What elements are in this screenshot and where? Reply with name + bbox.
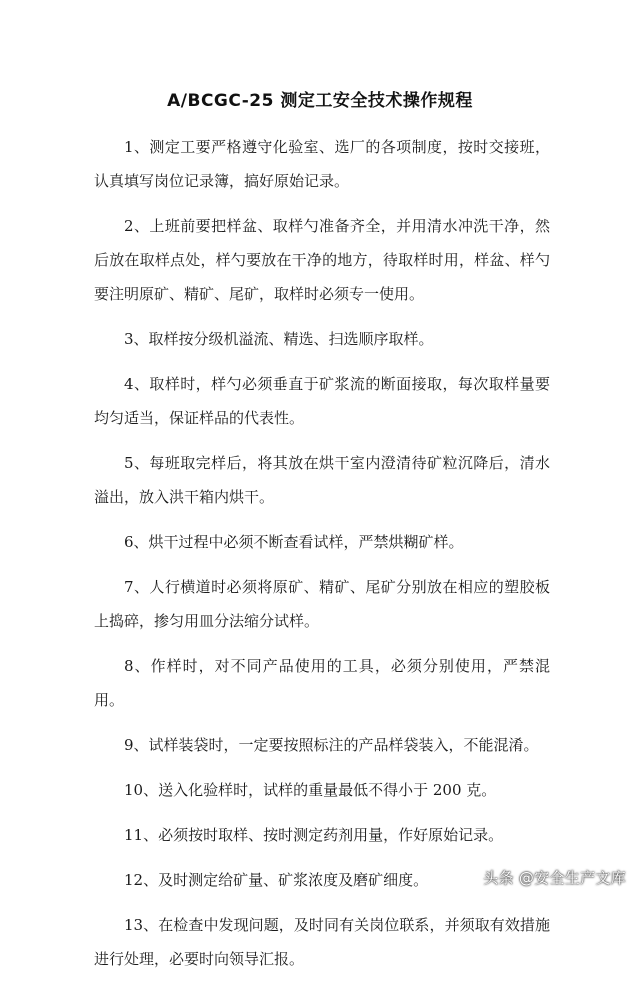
- paragraph-6: 6、烘干过程中必须不断查看试样，严禁烘糊矿样。: [124, 533, 464, 551]
- paragraph-4: 4、取样时，样勺必须垂直于矿浆流的断面接取，每次取样量要均匀适当，保证样品的代表性。: [94, 375, 550, 427]
- paragraph-5: 5、每班取完样后，将其放在烘干室内澄清待矿粒沉降后，清水溢出，放入洪干箱内烘干。: [94, 454, 550, 506]
- paragraph-9: 9、试样装袋时，一定要按照标注的产品样袋装入，不能混淆。: [124, 736, 539, 754]
- paragraph-2: 2、上班前要把样盆、取样勺准备齐全，并用清水冲洗干净，然后放在取样点处，样勺要放在干净的地方，待取样时用，样盆、样勺要注明原矿、精矿、尾矿，取样时必须专一使用。: [94, 217, 550, 303]
- paragraph-11: 11、必须按时取样、按时测定药剂用量，作好原始记录。: [124, 826, 504, 844]
- paragraph-10: 10、送入化验样时，试样的重量最低不得小于 200 克。: [124, 781, 497, 799]
- paragraph-1: 1、测定工要严格遵守化验室、选厂的各项制度，按时交接班，认真填写岗位记录簿，搞好原始记录。: [94, 138, 550, 190]
- paragraph-8: 8、作样时，对不同产品使用的工具，必须分别使用，严禁混用。: [94, 657, 550, 709]
- paragraph-12: 12、及时测定给矿量、矿浆浓度及磨矿细度。: [124, 871, 429, 889]
- paragraph-3: 3、取样按分级机溢流、精选、扫选顺序取样。: [124, 330, 434, 348]
- paragraph-13: 13、在检查中发现问题，及时同有关岗位联系，并须取有效措施进行处理，必要时向领导汇报。: [94, 916, 550, 968]
- source-watermark: 头条 @安全生产文库: [483, 869, 626, 887]
- paragraph-7: 7、人行横道时必须将原矿、精矿、尾矿分别放在相应的塑胶板上捣碎，掺匀用皿分法缩分试样。: [94, 578, 550, 630]
- document-title: A/BCGC-25 测定工安全技术操作规程: [167, 91, 473, 111]
- document-body: [94, 130, 550, 987]
